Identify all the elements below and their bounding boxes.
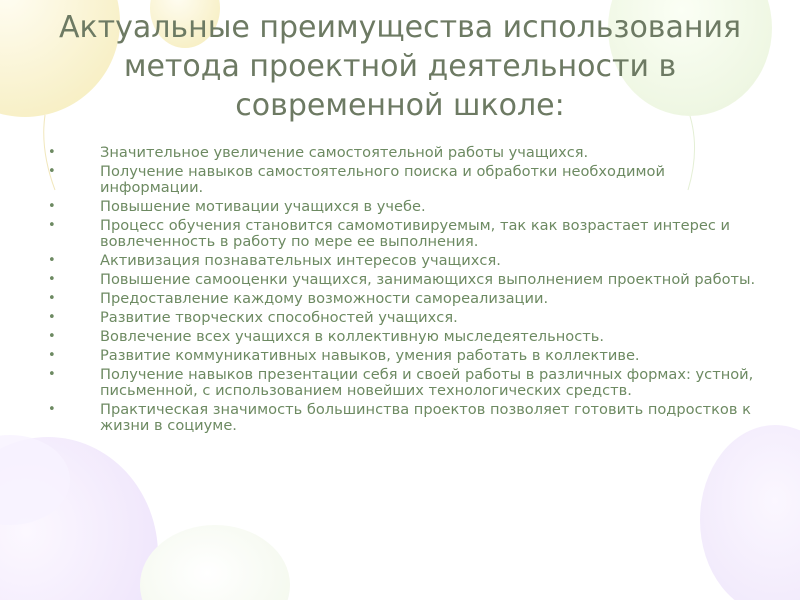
bullet-icon: • bbox=[48, 218, 56, 233]
list-item bbox=[48, 145, 768, 161]
balloon-bottom-left-purple bbox=[0, 435, 158, 600]
list-item-text: Процесс обучения становится самомотивируемым, так как возрастает интерес и вовлеченность в работу по мере ее выполнения. bbox=[100, 217, 731, 250]
list-item bbox=[48, 367, 768, 399]
bullet-icon: • bbox=[48, 164, 56, 179]
list-item-text: Вовлечение всех учащихся в коллективную мыследеятельность. bbox=[100, 328, 604, 345]
list-item bbox=[48, 329, 768, 345]
bullet-icon: • bbox=[48, 329, 56, 344]
list-item bbox=[48, 310, 768, 326]
bullet-icon: • bbox=[48, 291, 56, 306]
list-item-text: Практическая значимость большинства проектов позволяет готовить подростков к жизни в социуме. bbox=[100, 401, 751, 434]
list-item bbox=[48, 402, 768, 434]
bullet-icon: • bbox=[48, 145, 56, 160]
list-item-text: Предоставление каждому возможности самореализации. bbox=[100, 290, 549, 307]
list-item-text: Активизация познавательных интересов учащихся. bbox=[100, 252, 501, 269]
balloon-bottom-left-green bbox=[140, 525, 290, 600]
balloon-bottom-right bbox=[700, 425, 800, 600]
list-item-text: Повышение мотивации учащихся в учебе. bbox=[100, 198, 426, 215]
list-item-text: Развитие коммуникативных навыков, умения работать в коллективе. bbox=[100, 347, 640, 364]
list-item-text: Развитие творческих способностей учащихся. bbox=[100, 309, 458, 326]
list-item bbox=[48, 199, 768, 215]
bullet-icon: • bbox=[48, 310, 56, 325]
list-item bbox=[48, 218, 768, 250]
bullet-icon: • bbox=[48, 348, 56, 363]
slide-title: Актуальные преимущества использования метода проектной деятельности в современной школе: bbox=[58, 10, 742, 123]
bullet-icon: • bbox=[48, 199, 56, 214]
list-item-text: Значительное увеличение самостоятельной работы учащихся. bbox=[100, 144, 589, 161]
bullet-icon: • bbox=[48, 402, 56, 417]
list-item bbox=[48, 164, 768, 196]
bullet-icon: • bbox=[48, 272, 56, 287]
benefits-list bbox=[48, 145, 768, 437]
list-item-text: Получение навыков презентации себя и своей работы в различных формах: устной, письменной, с использованием новейших технологических средств. bbox=[100, 366, 754, 399]
list-item-text: Повышение самооценки учащихся, занимающихся выполнением проектной работы. bbox=[100, 271, 756, 288]
list-item bbox=[48, 253, 768, 269]
list-item bbox=[48, 291, 768, 307]
list-item bbox=[48, 348, 768, 364]
list-item-text: Получение навыков самостоятельного поиска и обработки необходимой информации. bbox=[100, 163, 665, 196]
bullet-icon: • bbox=[48, 367, 56, 382]
list-item bbox=[48, 272, 768, 288]
bullet-icon: • bbox=[48, 253, 56, 268]
